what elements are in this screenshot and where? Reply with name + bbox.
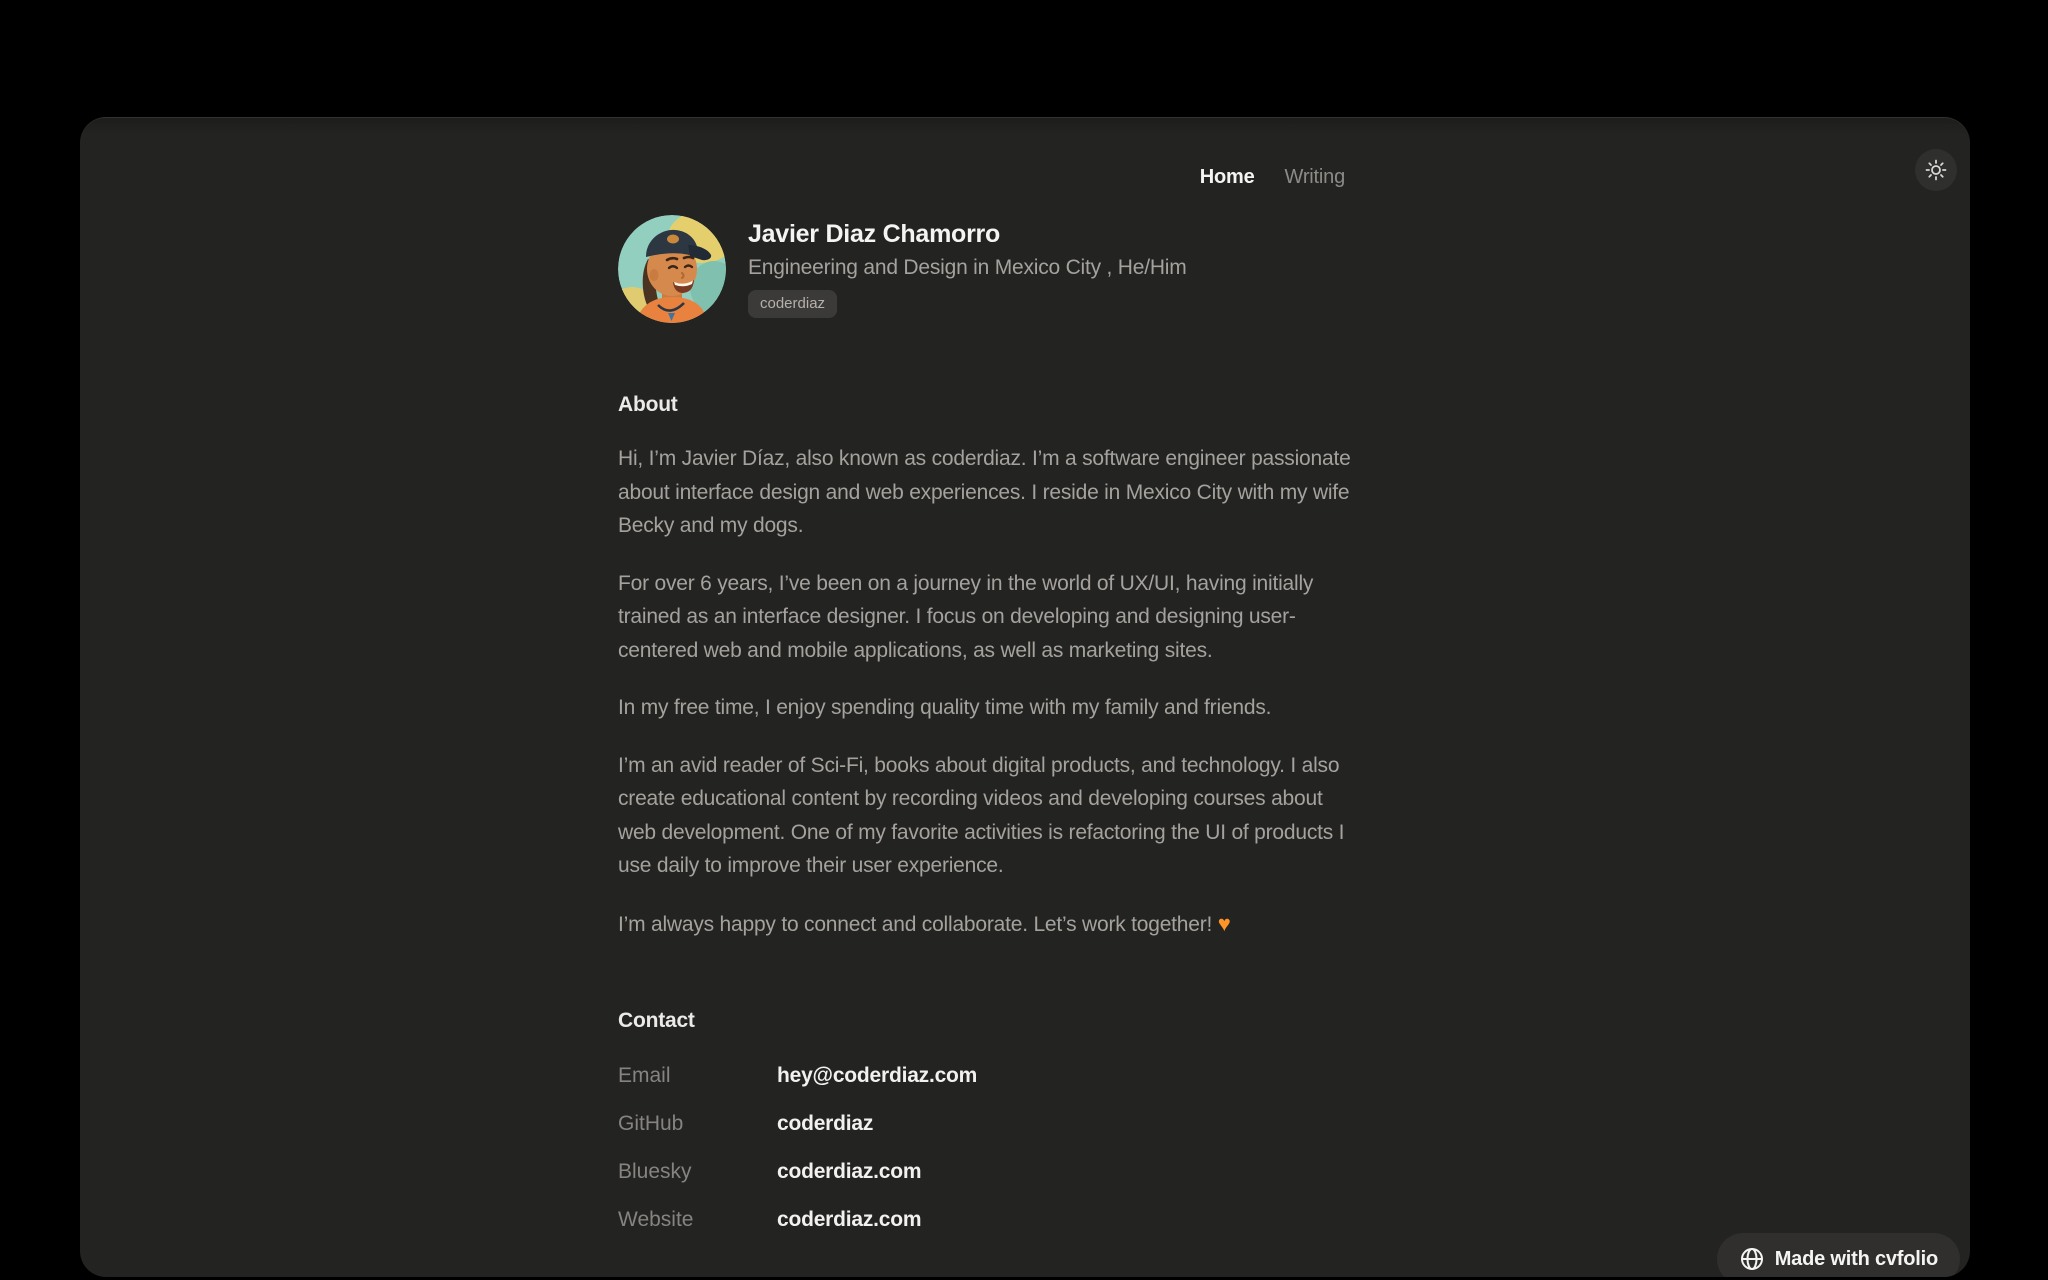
contact-row-website (618, 1209, 1353, 1231)
about-paragraph: I’m always happy to connect and collaborate. Let’s work together! ♥ (618, 910, 1231, 936)
contact-label: Website (618, 1208, 694, 1231)
nav-link-writing[interactable]: Writing (1284, 166, 1345, 188)
page-title: Javier Diaz Chamorro (748, 220, 1001, 248)
contact-label: Bluesky (618, 1160, 692, 1183)
contact-value-github[interactable]: coderdiaz (777, 1112, 874, 1135)
contact-row-bluesky (618, 1161, 1353, 1183)
about-paragraph: Hi, I’m Javier Díaz, also known as coderdiaz. I’m a software engineer passionate about interface design and web experiences. I reside in Mexico City with my wife Becky and my dogs. (618, 447, 1351, 537)
theme-toggle-button[interactable] (1915, 149, 1957, 191)
avatar (618, 215, 726, 323)
contact-section (618, 1065, 1353, 1257)
profile-header (618, 215, 1187, 323)
contact-label: Email (618, 1064, 671, 1087)
top-nav (1200, 166, 1345, 189)
username-badge: coderdiaz (748, 290, 837, 318)
contact-heading: Contact (618, 1009, 695, 1032)
about-heading: About (618, 393, 678, 416)
made-with-cvfolio-button[interactable] (1717, 1233, 1960, 1277)
page-card (80, 117, 1970, 1277)
contact-value-bluesky[interactable]: coderdiaz.com (777, 1160, 922, 1183)
about-section (618, 442, 1353, 965)
profile-headline: Engineering and Design in Mexico City , He/Him (748, 256, 1187, 279)
made-with-label: Made with cvfolio (1774, 1247, 1938, 1270)
orange-heart-icon: ♥ (1217, 910, 1231, 936)
contact-row-email (618, 1065, 1353, 1087)
about-paragraph: In my free time, I enjoy spending quality time with my family and friends. (618, 696, 1272, 719)
contact-value-website[interactable]: coderdiaz.com (777, 1208, 922, 1231)
main-content (618, 118, 1353, 1277)
about-paragraph: I’m an avid reader of Sci-Fi, books about digital products, and technology. I also create educational content by recording videos and developing courses about web development. One of my favorite activities is refactoring the UI of products I use daily to improve their user experience. (618, 753, 1345, 877)
contact-value-email[interactable]: hey@coderdiaz.com (777, 1064, 978, 1087)
about-paragraph: For over 6 years, I’ve been on a journey in the world of UX/UI, having initially trained as an interface designer. I focus on developing and designing user-centered web and mobile applications, as well as marketing sites. (618, 571, 1314, 662)
contact-row-github (618, 1113, 1353, 1135)
globe-icon (1739, 1246, 1765, 1272)
contact-label: GitHub (618, 1112, 684, 1135)
sun-icon (1925, 159, 1947, 181)
profile-text (748, 220, 1187, 318)
nav-link-home[interactable]: Home (1199, 166, 1255, 188)
